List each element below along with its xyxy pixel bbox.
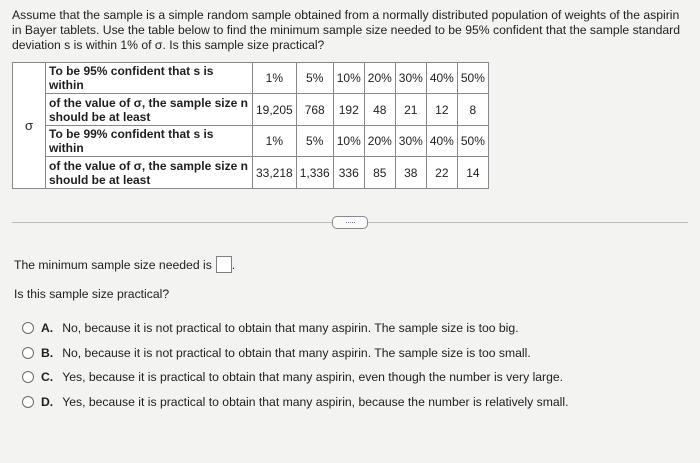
option-text: No, because it is not practical to obtain that many aspirin. The sample size is too small. bbox=[62, 346, 531, 360]
table-cell: 21 bbox=[395, 94, 426, 126]
row-label: To be 99% confident that s is within bbox=[46, 126, 253, 157]
table-cell: 22 bbox=[426, 157, 457, 189]
sample-size-table bbox=[12, 62, 489, 189]
min-sample-suffix: . bbox=[231, 257, 236, 272]
radio-button[interactable] bbox=[22, 396, 34, 408]
option-text: Yes, because it is practical to obtain that many aspirin, because the number is relatively small. bbox=[62, 395, 569, 409]
table-cell: 20% bbox=[364, 126, 395, 157]
table-row bbox=[13, 94, 489, 126]
option-letter: D. bbox=[41, 395, 54, 409]
table-cell: 5% bbox=[296, 126, 333, 157]
option-d[interactable] bbox=[22, 395, 568, 409]
table-cell: 1% bbox=[253, 63, 297, 94]
table-cell: 10% bbox=[333, 126, 364, 157]
table-cell: 38 bbox=[395, 157, 426, 189]
table-cell: 8 bbox=[457, 94, 488, 126]
table-cell: 33,218 bbox=[253, 157, 297, 189]
radio-button[interactable] bbox=[22, 322, 34, 334]
table-cell: 50% bbox=[457, 126, 488, 157]
option-c[interactable] bbox=[22, 370, 563, 384]
min-sample-answer-input[interactable] bbox=[216, 256, 232, 273]
option-text: No, because it is not practical to obtain that many aspirin. The sample size is too big. bbox=[62, 321, 519, 335]
table-cell: 40% bbox=[426, 126, 457, 157]
option-letter: C. bbox=[41, 370, 54, 384]
min-sample-line bbox=[14, 256, 235, 273]
table-cell: 20% bbox=[364, 63, 395, 94]
table-cell: 5% bbox=[296, 63, 333, 94]
table-cell: 19,205 bbox=[253, 94, 297, 126]
row-label: of the value of σ, the sample size n should be at least bbox=[46, 157, 253, 189]
option-text: Yes, because it is practical to obtain that many aspirin, even though the number is very large. bbox=[62, 370, 564, 384]
table-cell: 10% bbox=[333, 63, 364, 94]
table-cell: 40% bbox=[426, 63, 457, 94]
practical-prompt: Is this sample size practical? bbox=[14, 287, 170, 301]
table-row bbox=[13, 157, 489, 189]
option-a[interactable] bbox=[22, 321, 519, 335]
table-cell: 1,336 bbox=[296, 157, 333, 189]
table-row bbox=[13, 126, 489, 157]
question-text: Assume that the sample is a simple random sample obtained from a normally distributed population of weights of the aspirin in Bayer tablets. Use the table below to find the minimum sample size needed to be 95% confident that the sample standard deviation s is within 1% of σ. Is this sample size practical? bbox=[12, 8, 680, 52]
table-cell: 12 bbox=[426, 94, 457, 126]
table-cell: 50% bbox=[457, 63, 488, 94]
table-cell: 30% bbox=[395, 63, 426, 94]
sigma-symbol: σ bbox=[13, 63, 46, 189]
expand-more-button[interactable]: ····· bbox=[332, 216, 368, 229]
table-row bbox=[13, 63, 489, 94]
option-letter: A. bbox=[41, 321, 54, 335]
table-cell: 768 bbox=[296, 94, 333, 126]
table-cell: 85 bbox=[364, 157, 395, 189]
table-cell: 14 bbox=[457, 157, 488, 189]
table-cell: 30% bbox=[395, 126, 426, 157]
table-cell: 336 bbox=[333, 157, 364, 189]
row-label: To be 95% confident that s is within bbox=[46, 63, 253, 94]
radio-button[interactable] bbox=[22, 371, 34, 383]
row-label: of the value of σ, the sample size n should be at least bbox=[46, 94, 253, 126]
option-b[interactable] bbox=[22, 346, 531, 360]
radio-button[interactable] bbox=[22, 347, 34, 359]
table-cell: 192 bbox=[333, 94, 364, 126]
table-cell: 1% bbox=[253, 126, 297, 157]
table-cell: 48 bbox=[364, 94, 395, 126]
option-letter: B. bbox=[41, 346, 54, 360]
min-sample-prompt: The minimum sample size needed is bbox=[14, 257, 212, 272]
